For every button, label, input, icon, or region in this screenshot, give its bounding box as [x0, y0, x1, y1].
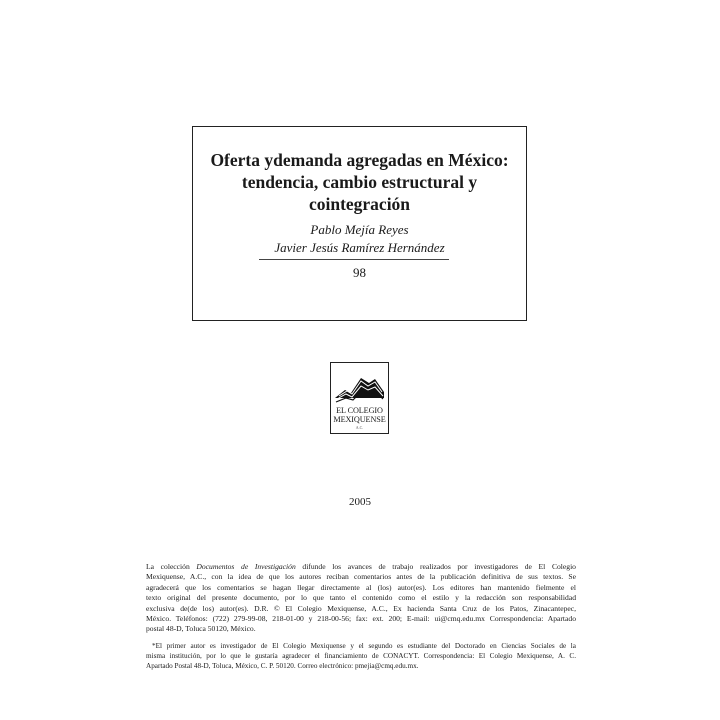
logo-text	[331, 407, 388, 424]
colophon-line: México. Teléfonos: (722) 279-99-08, 218-01-00 y 218-00-56; fax: ext. 200; E-mail: ui@cmq.edu.mx Correspondencia: Apartado	[146, 614, 576, 624]
colophon-line: agradecerá que los comentarios se hagan llegar directamente al (los) autor(es). Los editores han mantenido fielmente el	[146, 582, 576, 592]
colophon-line: texto original del presente documento, por lo que tanto el contenido como el estilo y la redacción son responsabilidad	[146, 593, 576, 603]
footnote-line: Apartado Postal 48-D, Toluca, México, C. P. 50120. Correo electrónico: pmejia@cmq.edu.mx.	[146, 661, 419, 670]
title-line: Oferta ydemanda agregadas en México:	[210, 150, 509, 170]
publication-year: 2005	[349, 496, 371, 508]
colegio-logo	[330, 362, 389, 434]
document-title	[193, 149, 526, 215]
colophon-line: exclusiva de(de los) autor(es). D.R. © El Colegio Mexiquense, A.C., Ex hacienda Santa Cruz de los Patos, Zinacantepec,	[146, 603, 576, 613]
logo-line: MEXIQUENSE	[333, 414, 386, 424]
logo-line: EL COLEGIO	[336, 406, 383, 415]
footnote-line: *El primer autor es investigador de El Colegio Mexiquense y el segundo es estudiante del Doctorado en Ciencias Sociales de la	[152, 642, 576, 650]
title-line: tendencia, cambio estructural y	[241, 172, 478, 192]
footnote-line: misma institución, por lo que le gustaría agradecer el financiamiento de CONACYT. Correspondencia: El Colegio Mexiquense, A. C.	[146, 651, 576, 660]
colophon-text: difunde los avances de trabajo realizados por investigadores de El Colegio	[295, 562, 576, 571]
document-number: 98	[353, 265, 366, 280]
colophon	[146, 562, 576, 635]
author-name: Pablo Mejía Reyes	[310, 222, 409, 237]
authors	[193, 221, 526, 257]
logo-mark: A.C.	[355, 425, 364, 430]
colophon-line: postal 48-D, Toluca 50120, México.	[146, 624, 256, 634]
author-name: Javier Jesús Ramírez Hernández	[274, 240, 445, 255]
colophon-text: La colección	[146, 562, 197, 571]
series-name: Documentos de Investigación	[196, 562, 296, 571]
colophon-line: Mexiquense, A.C., con la idea de que los autores reciban comentarios antes de la publicación definitiva de sus textos. Se	[146, 572, 576, 582]
title-box	[192, 126, 527, 321]
title-line: cointegración	[308, 194, 411, 214]
author-footnote	[146, 642, 576, 671]
mountain-icon	[335, 368, 384, 404]
divider	[259, 259, 449, 260]
colophon-line	[146, 562, 576, 572]
